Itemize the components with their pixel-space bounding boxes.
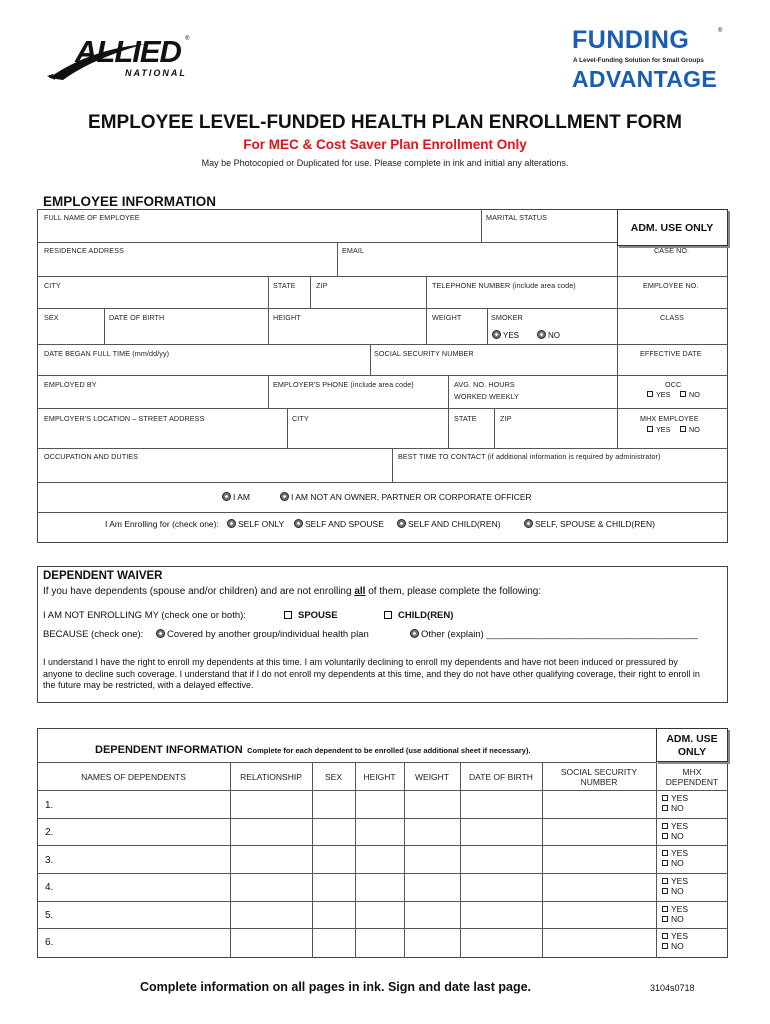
covered-label: Covered by another group/individual health plan (167, 629, 369, 640)
waiver-statement: I understand I have the right to enroll my dependents at this time. I am voluntarily declining to enroll my dependents and have not been induced or pressured by anyone to decline such coverage. I understand that if I do not enroll my dependents at this time, and they do not have other qualifying coverage, their right to enroll in the future may be restricted, with a delayed effective. (43, 657, 700, 690)
radio-icon (280, 492, 289, 501)
col-mhx-dependent: MHX DEPENDENT (665, 767, 719, 787)
enroll-self-children-option[interactable] (397, 519, 501, 529)
radio-icon (492, 330, 501, 339)
self-only-label: SELF ONLY (238, 519, 285, 529)
checkbox-icon (662, 795, 668, 801)
allied-wordmark: ALLIED (75, 34, 181, 69)
employee-info-heading: EMPLOYEE INFORMATION (43, 194, 217, 209)
checkbox-icon (662, 906, 668, 912)
radio-icon (537, 330, 546, 339)
dep-yes-label: YES (671, 876, 689, 886)
class-field[interactable]: CLASS (660, 313, 685, 322)
dep-no-label: NO (671, 886, 684, 896)
not-enrolling-label: I AM NOT ENROLLING MY (check one or both): (43, 610, 246, 621)
checkbox-icon (284, 611, 292, 619)
dep-no-label: NO (671, 803, 684, 813)
i-am-not-label: I AM NOT AN OWNER, PARTNER OR CORPORATE OFFICER (291, 492, 532, 502)
marital-status-field[interactable]: MARITAL STATUS (486, 213, 548, 222)
mhx-no-option[interactable] (680, 425, 700, 434)
waiver-spouse-label: SPOUSE (298, 610, 338, 621)
waiver-intro (43, 586, 541, 597)
self-children-label: SELF AND CHILD(REN) (408, 519, 501, 529)
dep-no-label: NO (671, 831, 684, 841)
checkbox-icon (662, 860, 668, 866)
allied-national-text: NATIONAL (125, 68, 187, 78)
covered-option[interactable] (156, 629, 369, 640)
occ-yes-label: YES (656, 390, 671, 399)
avg-hours-field-line2: WORKED WEEKLY (454, 392, 520, 401)
dep-mhx-6[interactable] (662, 931, 688, 951)
i-am-owner-option[interactable] (222, 492, 250, 502)
checkbox-icon (662, 943, 668, 949)
dep-yes-label: YES (671, 821, 689, 831)
ssn-field[interactable]: SOCIAL SECURITY NUMBER (374, 349, 474, 358)
checkbox-icon (662, 916, 668, 922)
enroll-self-spouse-option[interactable] (294, 519, 384, 529)
effective-date-field[interactable]: EFFECTIVE DATE (640, 349, 702, 358)
checkbox-icon (662, 878, 668, 884)
dep-mhx-1[interactable] (662, 793, 688, 813)
full-name-field[interactable]: FULL NAME OF EMPLOYEE (44, 213, 140, 222)
checkbox-icon (647, 426, 653, 432)
waiver-children-option[interactable] (384, 610, 453, 621)
email-field[interactable]: EMAIL (342, 246, 365, 255)
other-option[interactable] (410, 629, 698, 640)
avg-hours-field[interactable]: AVG. NO. HOURS (454, 380, 515, 389)
enrolling-for-label: I Am Enrolling for (check one): (105, 519, 219, 529)
waiver-intro-end: of them, please complete the following: (365, 586, 542, 597)
col-relationship: RELATIONSHIP (240, 772, 302, 782)
dependent-row-2: 2. (45, 827, 54, 838)
radio-icon (410, 629, 419, 638)
i-am-not-owner-option[interactable] (280, 492, 532, 502)
adm-use-only-label: ADM. USE ONLY (630, 222, 714, 234)
dependent-info-heading: DEPENDENT INFORMATION (95, 744, 243, 756)
dep-no-label: NO (671, 941, 684, 951)
waiver-children-label: CHILD(REN) (398, 610, 454, 621)
mhx-yes-option[interactable] (647, 425, 670, 434)
enroll-self-only-option[interactable] (227, 519, 284, 529)
dob-field[interactable]: DATE OF BIRTH (109, 313, 165, 322)
dep-no-label: NO (671, 858, 684, 868)
dependent-row-5: 5. (45, 910, 54, 921)
dep-mhx-5[interactable] (662, 904, 688, 924)
funding-advantage-logo (568, 26, 728, 96)
adm-use-only-header (617, 209, 728, 246)
self-spouse-label: SELF AND SPOUSE (305, 519, 384, 529)
date-began-field[interactable]: DATE BEGAN FULL TIME (mm/dd/yy) (44, 349, 170, 358)
best-time-field[interactable]: BEST TIME TO CONTACT (if additional information is required by administrator) (398, 452, 661, 461)
dep-mhx-2[interactable] (662, 821, 688, 841)
dep-yes-label: YES (671, 848, 689, 858)
checkbox-icon (680, 426, 686, 432)
case-no-field[interactable]: CASE NO. (654, 246, 690, 255)
state-field[interactable]: STATE (273, 281, 296, 290)
occ-label: OCC (665, 380, 682, 389)
smoker-label: SMOKER (491, 313, 523, 322)
checkbox-icon (662, 805, 668, 811)
height-field[interactable]: HEIGHT (273, 313, 301, 322)
residence-address-field[interactable]: RESIDENCE ADDRESS (44, 246, 124, 255)
allied-national-logo (45, 30, 195, 85)
checkbox-icon (384, 611, 392, 619)
col-names: NAMES OF DEPENDENTS (81, 772, 186, 782)
dependent-row-3: 3. (45, 855, 54, 866)
weight-field[interactable]: WEIGHT (432, 313, 462, 322)
waiver-intro-start: If you have dependents (spouse and/or children) and are not enrolling (43, 586, 355, 597)
checkbox-icon (662, 833, 668, 839)
mhx-no-label: NO (689, 425, 700, 434)
dep-adm-use-only-header (656, 728, 728, 762)
waiver-spouse-option[interactable] (284, 610, 338, 621)
enroll-self-spouse-children-option[interactable] (524, 519, 655, 529)
smoker-no-label: NO (548, 331, 560, 340)
i-am-label: I AM (233, 492, 251, 502)
occ-no-option[interactable] (680, 390, 700, 399)
checkbox-icon (647, 391, 653, 397)
occupation-field[interactable]: OCCUPATION AND DUTIES (44, 452, 139, 461)
dependent-info-note: Complete for each dependent to be enrolled (use additional sheet if necessary). (247, 746, 531, 755)
funding-tagline: A Level-Funding Solution for Small Groups (573, 57, 704, 64)
self-spouse-children-label: SELF, SPOUSE & CHILD(REN) (535, 519, 655, 529)
footer-instruction: Complete information on all pages in ink. Sign and date last page. (140, 980, 532, 994)
col-ssn: SOCIAL SECURITY NUMBER (560, 767, 638, 787)
dependent-info-heading-row (95, 740, 531, 758)
dep-yes-label: YES (671, 793, 689, 803)
dep-mhx-4[interactable] (662, 876, 688, 896)
dep-yes-label: YES (671, 931, 689, 941)
radio-icon (227, 519, 236, 528)
sex-field[interactable]: SEX (44, 313, 59, 322)
telephone-field[interactable]: TELEPHONE NUMBER (include area code) (432, 281, 576, 290)
dep-adm-use-only-label: ADM. USE ONLY (666, 733, 718, 758)
checkbox-icon (662, 850, 668, 856)
other-label: Other (explain) ________________________________________ (421, 629, 698, 640)
employer-state-field[interactable]: STATE (454, 414, 477, 423)
radio-icon (294, 519, 303, 528)
mhx-yes-label: YES (656, 425, 671, 434)
form-note: May be Photocopied or Duplicated for use. Please complete in ink and initial any alterations. (201, 158, 569, 168)
dependent-waiver-heading: DEPENDENT WAIVER (43, 570, 163, 582)
radio-icon (397, 519, 406, 528)
radio-icon (156, 629, 165, 638)
because-label: BECAUSE (check one): (43, 629, 144, 640)
smoker-yes-option[interactable] (492, 330, 519, 340)
col-height: HEIGHT (363, 772, 396, 782)
radio-icon (524, 519, 533, 528)
employed-by-field[interactable]: EMPLOYED BY (44, 380, 97, 389)
smoker-yes-label: YES (503, 331, 520, 340)
employer-zip-field[interactable]: ZIP (500, 414, 512, 423)
employee-no-field[interactable]: EMPLOYEE NO. (643, 281, 699, 290)
col-weight: WEIGHT (415, 772, 449, 782)
checkbox-icon (662, 933, 668, 939)
employer-location-field[interactable]: EMPLOYER'S LOCATION – STREET ADDRESS (44, 414, 205, 423)
dependent-row-6: 6. (45, 937, 54, 948)
checkbox-icon (680, 391, 686, 397)
zip-field[interactable]: ZIP (316, 281, 328, 290)
employer-phone-field[interactable]: EMPLOYER'S PHONE (include area code) (273, 380, 414, 389)
dependent-row-1: 1. (45, 800, 54, 811)
radio-icon (222, 492, 231, 501)
registered-mark: ® (185, 36, 190, 42)
form-subtitle: For MEC & Cost Saver Plan Enrollment Only (243, 137, 527, 152)
col-dob: DATE OF BIRTH (469, 772, 533, 782)
waiver-intro-all: all (354, 586, 366, 597)
advantage-wordmark: ADVANTAGE (572, 66, 717, 92)
col-sex: SEX (324, 772, 342, 782)
dependent-row-4: 4. (45, 882, 54, 893)
registered-mark-2: ® (718, 28, 723, 34)
occ-yes-option[interactable] (647, 390, 670, 399)
smoker-no-option[interactable] (537, 330, 560, 340)
checkbox-icon (662, 888, 668, 894)
funding-wordmark: FUNDING (572, 26, 690, 54)
dep-mhx-3[interactable] (662, 848, 688, 868)
employer-city-field[interactable]: CITY (292, 414, 309, 423)
mhx-employee-label: MHX EMPLOYEE (640, 414, 699, 423)
dep-yes-label: YES (671, 904, 689, 914)
checkbox-icon (662, 823, 668, 829)
dep-no-label: NO (671, 914, 684, 924)
form-title: EMPLOYEE LEVEL-FUNDED HEALTH PLAN ENROLLMENT FORM (88, 112, 682, 133)
occ-no-label: NO (689, 390, 700, 399)
city-field[interactable]: CITY (44, 281, 61, 290)
form-code: 3104s0718 (650, 983, 695, 993)
